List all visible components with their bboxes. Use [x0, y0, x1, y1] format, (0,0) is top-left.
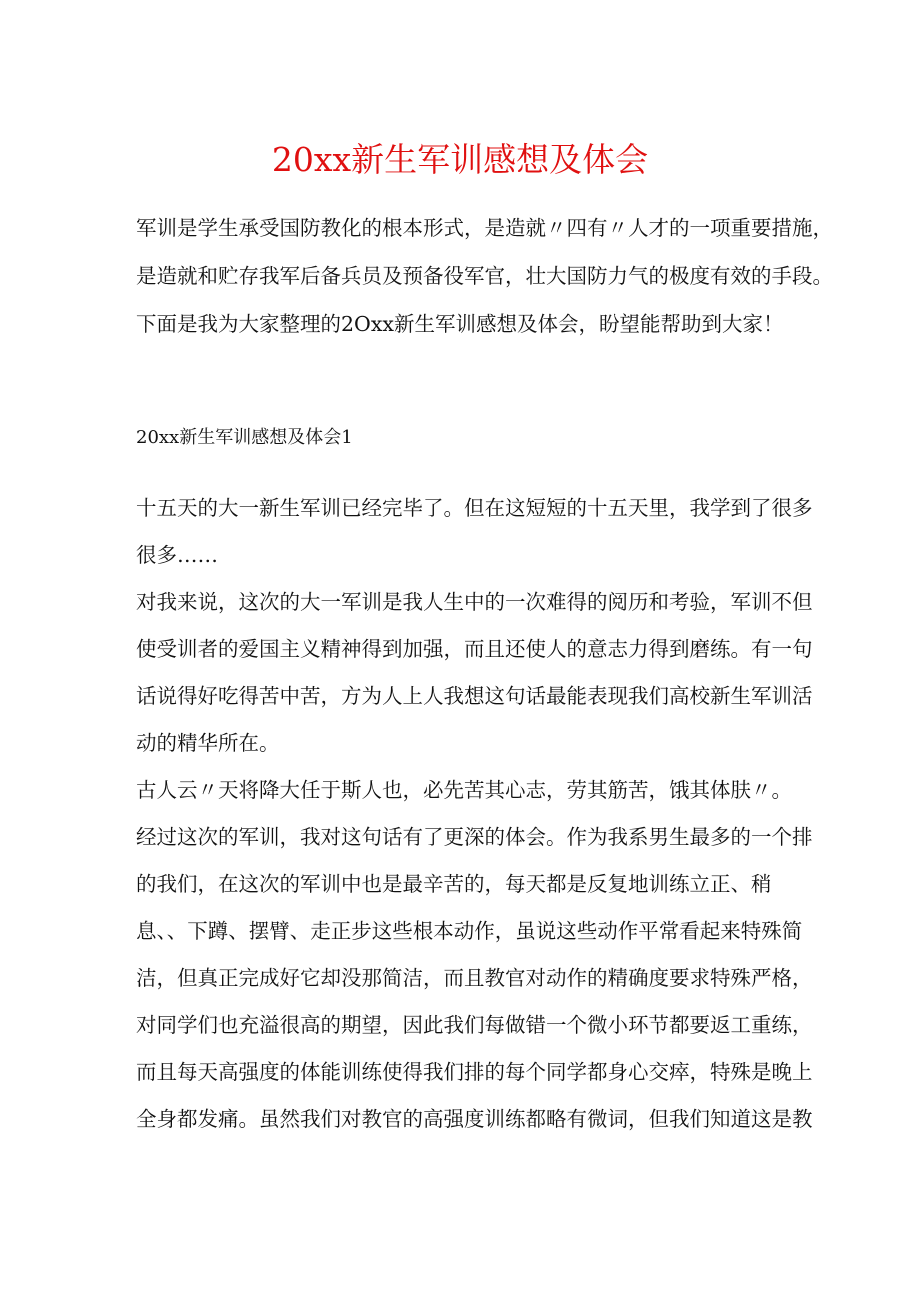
body-line: 对我来说，这次的大一军训是我人生中的一次难得的阅历和考验，军训不但	[136, 590, 813, 614]
intro-paragraph	[136, 215, 833, 337]
body-line: 而且每天高强度的体能训练使得我们排的每个同学都身心交瘁，特殊是晚上	[136, 1060, 813, 1084]
body-line: 对同学们也充溢很高的期望，因此我们每做错一个微小环节都要返工重练，	[136, 1013, 813, 1037]
intro-line: 是造就和贮存我军后备兵员及预备役军官，壮大国防力气的极度有效的手段。	[136, 264, 833, 288]
body-line: 洁，但真正完成好它却没那简洁，而且教官对动作的精确度要求特殊严格，	[136, 966, 813, 990]
body-line: 很多……	[136, 543, 218, 567]
intro-line: 军训是学生承受国防教化的根本形式，是造就〃四有〃人才的一项重要措施，	[136, 216, 833, 240]
body-line: 古人云〃天将降大任于斯人也，必先苦其心志，劳其筋苦，饿其体肤〃。	[136, 778, 792, 802]
intro-line: 下面是我为大家整理的2Oxx新生军训感想及体会，盼望能帮助到大家！	[136, 312, 784, 336]
body-text	[136, 495, 813, 1153]
section-heading: 20xx新生军训感想及体会1	[136, 427, 353, 448]
document-title: 20xx新生军训感想及体会	[271, 140, 649, 179]
body-line: 话说得好吃得苦中苦，方为人上人我想这句话最能表现我们高校新生军训活	[136, 684, 813, 708]
body-line: 全身都发痛。虽然我们对教官的高强度训练都略有微词，但我们知道这是教	[136, 1107, 813, 1131]
body-line: 经过这次的军训，我对这句话有了更深的体会。作为我系男生最多的一个排	[136, 825, 813, 849]
body-line: 的我们，在这次的军训中也是最辛苦的，每天都是反复地训练立正、稍	[136, 872, 772, 896]
body-line: 十五天的大一新生军训已经完毕了。但在这短短的十五天里，我学到了很多	[136, 496, 813, 520]
body-line: 息、、下蹲、摆臂、走正步这些根本动作，虽说这些动作平常看起来特殊简	[136, 919, 803, 943]
body-line: 动的精华所在。	[136, 731, 280, 755]
body-line: 使受训者的爱国主义精神得到加强，而且还使人的意志力得到磨练。有一句	[136, 637, 813, 661]
